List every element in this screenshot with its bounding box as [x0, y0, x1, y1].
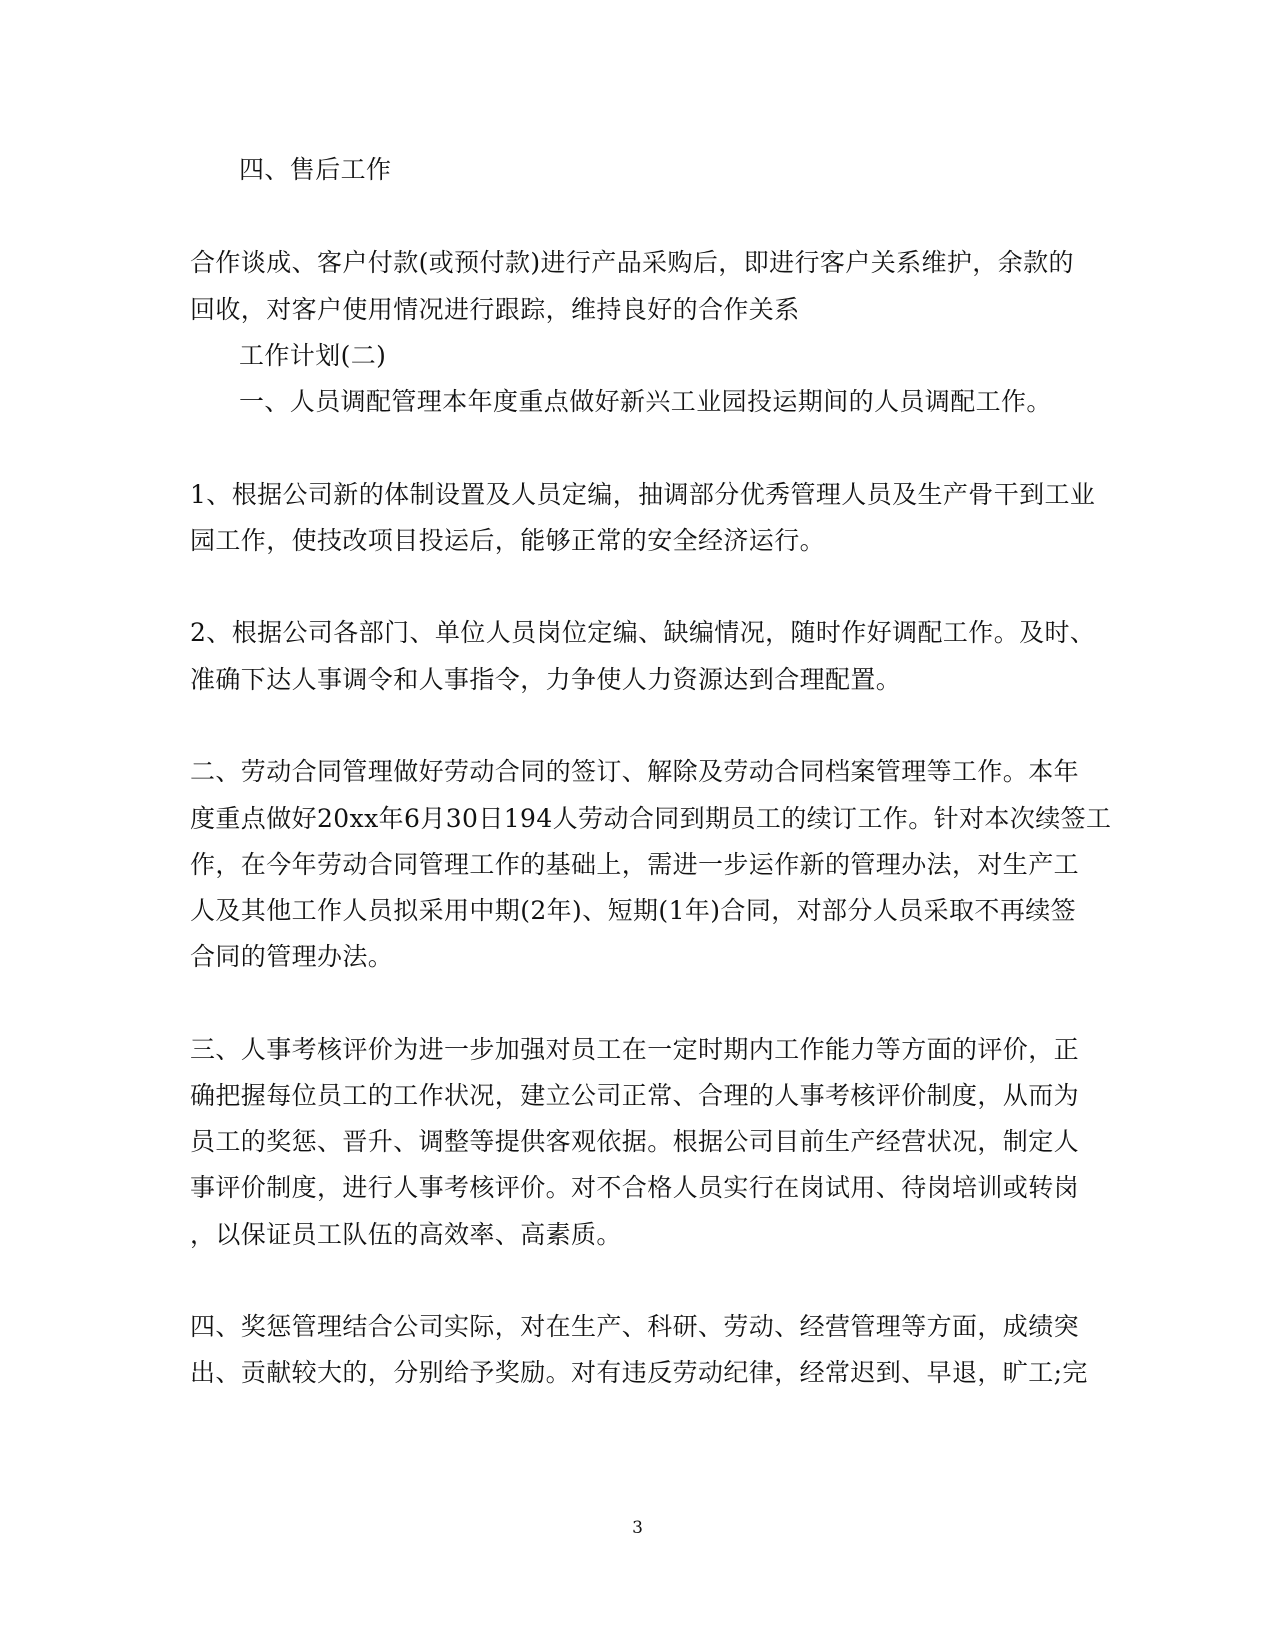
paragraph-line: 员工的奖惩、晋升、调整等提供客观依据。根据公司目前生产经营状况，制定人 [190, 1127, 1080, 1156]
paragraph-line: 准确下达人事调令和人事指令，力争使人力资源达到合理配置。 [190, 665, 902, 694]
paragraph-line: 确把握每位员工的工作状况，建立公司正常、合理的人事考核评价制度，从而为 [190, 1081, 1080, 1110]
paragraph-line: 二、劳动合同管理做好劳动合同的签订、解除及劳动合同档案管理等工作。本年 [190, 757, 1080, 786]
paragraph-line: 三、人事考核评价为进一步加强对员工在一定时期内工作能力等方面的评价，正 [190, 1035, 1080, 1064]
paragraph-line: 回收，对客户使用情况进行跟踪，维持良好的合作关系 [190, 295, 800, 324]
paragraph-line: 合同的管理办法。 [190, 942, 394, 971]
paragraph-line: 1、根据公司新的体制设置及人员定编，抽调部分优秀管理人员及生产骨干到工业 [190, 480, 1096, 509]
page-number: 3 [632, 1518, 643, 1538]
paragraph-line: 2、根据公司各部门、单位人员岗位定编、缺编情况，随时作好调配工作。及时、 [190, 618, 1096, 647]
paragraph-line: 园工作，使技改项目投运后，能够正常的安全经济运行。 [190, 526, 826, 555]
section-heading-work-plan-2: 工作计划(二) [239, 341, 387, 370]
paragraph-line: 四、奖惩管理结合公司实际，对在生产、科研、劳动、经营管理等方面，成绩突 [190, 1312, 1080, 1341]
paragraph-line: 事评价制度，进行人事考核评价。对不合格人员实行在岗试用、待岗培训或转岗 [190, 1173, 1080, 1202]
paragraph-line: 人及其他工作人员拟采用中期(2年)、短期(1年)合同，对部分人员采取不再续签 [190, 896, 1077, 925]
paragraph-line: 度重点做好20xx年6月30日194人劳动合同到期员工的续订工作。针对本次续签工 [190, 804, 1112, 833]
paragraph-line: ，以保证员工队伍的高效率、高素质。 [190, 1220, 622, 1249]
paragraph-line: 合作谈成、客户付款(或预付款)进行产品采购后，即进行客户关系维护，余款的 [190, 248, 1074, 277]
paragraph-line: 作，在今年劳动合同管理工作的基础上，需进一步运作新的管理办法，对生产工 [190, 850, 1080, 879]
section-heading-after-sales: 四、售后工作 [239, 155, 392, 184]
section-heading-personnel-allocation: 一、人员调配管理本年度重点做好新兴工业园投运期间的人员调配工作。 [239, 387, 1052, 416]
paragraph-line: 出、贡献较大的，分别给予奖励。对有违反劳动纪律，经常迟到、早退，旷工;完 [190, 1358, 1088, 1387]
